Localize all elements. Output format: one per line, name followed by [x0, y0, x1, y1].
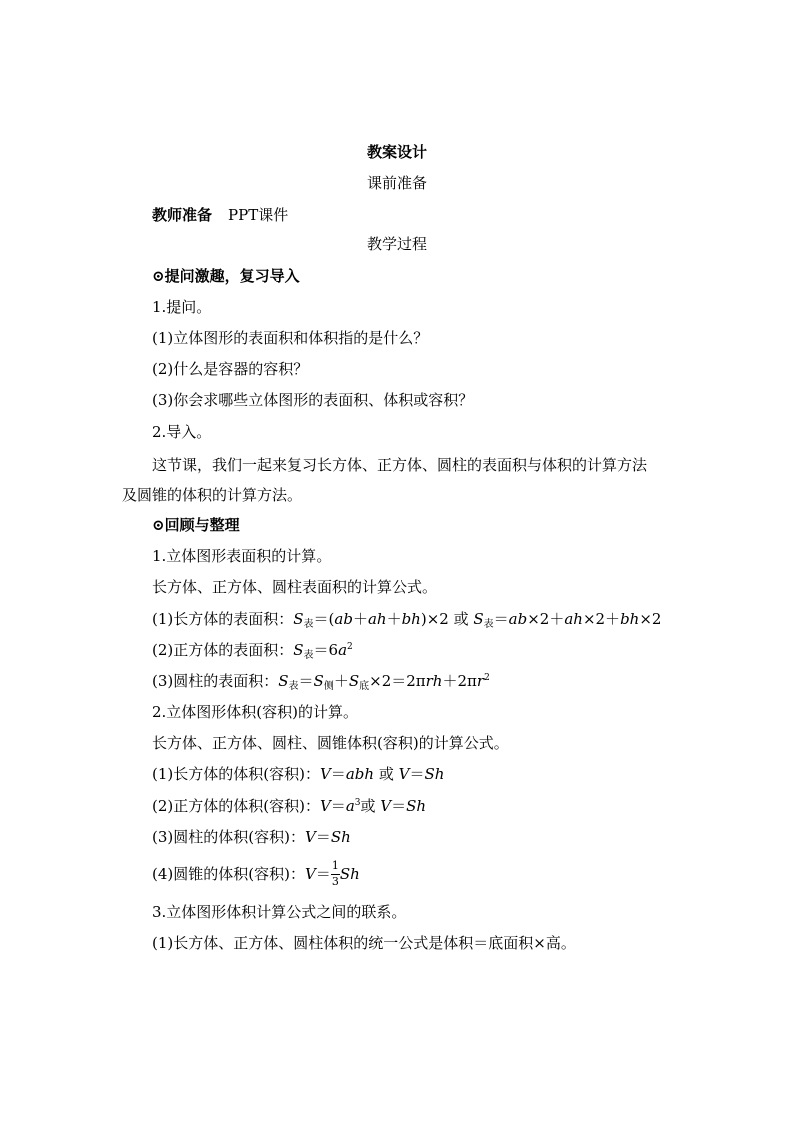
subscript: 表: [303, 619, 314, 630]
volume-intro: 长方体、正方体、圆柱、圆锥体积(容积)的计算公式。: [152, 734, 509, 752]
fraction-one-third: [331, 859, 340, 888]
operator: ＝(: [313, 610, 335, 628]
symbol-V: V: [319, 797, 331, 815]
formula-label: (2)正方体的表面积：: [152, 641, 294, 659]
question-2: (2)什么是容器的容积？: [152, 360, 309, 378]
symbol-S: S: [293, 641, 304, 659]
connector: 或: [378, 765, 394, 783]
term: abh: [345, 765, 375, 783]
formula-label: (1)长方体的体积(容积)：: [152, 765, 320, 783]
operator: ＝: [330, 765, 346, 783]
symbol-V: V: [304, 865, 316, 883]
formula-cylinder-volume: [152, 827, 351, 847]
operator: ＋: [386, 610, 402, 628]
symbol-V: V: [398, 765, 410, 783]
formula-label: (3)圆柱的表面积：: [152, 672, 279, 690]
formula-label: (3)圆柱的体积(容积)：: [152, 828, 305, 846]
term: ab: [334, 610, 353, 628]
formula-cube-volume: [152, 796, 426, 816]
operator: ×2＋: [582, 610, 621, 628]
term: ab: [508, 610, 528, 628]
operator: )×2 或: [420, 610, 474, 628]
operator: ＝: [391, 797, 407, 815]
volume-title: 2.立体图形体积(容积)的计算。: [152, 703, 359, 721]
formula-cuboid-surface: [152, 609, 661, 629]
part1-heading: ⊙提问激趣，复习导入: [152, 267, 300, 285]
term: Sh: [339, 865, 360, 883]
term: ah: [367, 610, 387, 628]
operator: ＝: [409, 765, 425, 783]
subscript: 底: [359, 681, 370, 692]
term: bh: [401, 610, 421, 628]
symbol-S: S: [473, 610, 484, 628]
intro-paragraph-line1: 这节课，我们一起来复习长方体、正方体、圆柱的表面积与体积的计算方法: [152, 456, 648, 474]
operator: ＋: [352, 610, 368, 628]
formula-label: (4)圆锥的体积(容积)：: [152, 865, 305, 883]
surface-area-intro: 长方体、正方体、圆柱表面积的计算公式。: [152, 578, 438, 596]
operator: ＝: [315, 865, 331, 883]
term: Sh: [424, 765, 445, 783]
subscript: 表: [288, 681, 299, 692]
symbol-S: S: [293, 610, 304, 628]
operator: ＝: [493, 610, 509, 628]
fraction-numerator: 1: [331, 859, 339, 872]
section-heading-prep: 课前准备: [366, 174, 427, 192]
symbol-S: S: [313, 672, 324, 690]
symbol-S: S: [278, 672, 289, 690]
question-title: 1.提问。: [152, 298, 212, 316]
teacher-prep-label: 教师准备: [152, 206, 213, 224]
teacher-prep-line: [152, 205, 288, 225]
term: rh: [425, 672, 443, 690]
question-3: (3)你会求哪些立体图形的表面积、体积或容积？: [152, 391, 474, 409]
formula-cube-surface: [152, 640, 353, 660]
part2-heading: ⊙回顾与整理: [152, 516, 240, 534]
exponent: 2: [484, 673, 490, 683]
term: Sh: [330, 828, 351, 846]
subscript: 表: [483, 619, 494, 630]
intro-paragraph-line2: 及圆锥的体积的计算方法。: [122, 486, 303, 504]
formula-cone-volume: [152, 859, 360, 888]
operator: ＋: [333, 672, 349, 690]
symbol-S: S: [348, 672, 360, 690]
term: a: [338, 641, 348, 659]
fraction-denominator: 3: [331, 875, 339, 888]
symbol-V: V: [380, 797, 392, 815]
operator: ×2＋: [527, 610, 565, 628]
term: a: [345, 797, 355, 815]
operator: ＝: [330, 797, 346, 815]
operator: ＝: [315, 828, 331, 846]
operator: ＝: [298, 672, 314, 690]
subscript: 侧: [323, 681, 334, 692]
connector: 或: [360, 797, 376, 815]
relation-title: 3.立体图形体积计算公式之间的联系。: [152, 903, 407, 921]
question-1: (1)立体图形的表面积和体积指的是什么？: [152, 329, 429, 347]
operator: ＝6: [313, 641, 339, 659]
term: r: [476, 672, 485, 690]
symbol-V: V: [304, 828, 316, 846]
formula-cylinder-surface: [152, 671, 490, 691]
operator: ×2＝2π: [369, 672, 426, 690]
formula-label: (1)长方体的表面积：: [152, 610, 294, 628]
term: ah: [564, 610, 583, 628]
exponent: 2: [347, 642, 353, 652]
document-title: 教案设计: [366, 143, 427, 161]
intro-title: 2.导入。: [152, 423, 212, 441]
section-heading-process: 教学过程: [366, 235, 427, 253]
relation-1: (1)长方体、正方体、圆柱体积的统一公式是体积＝底面积×高。: [152, 934, 576, 952]
formula-label: (2)正方体的体积(容积)：: [152, 797, 320, 815]
exponent: 3: [354, 798, 361, 808]
subscript: 表: [303, 650, 314, 661]
term: Sh: [406, 797, 427, 815]
operator: ×2: [639, 610, 662, 628]
formula-cuboid-volume: [152, 764, 444, 784]
symbol-V: V: [319, 765, 331, 783]
operator: ＋2π: [442, 672, 477, 690]
term: bh: [620, 610, 640, 628]
teacher-prep-value: PPT课件: [228, 206, 289, 224]
surface-area-title: 1.立体图形表面积的计算。: [152, 547, 332, 565]
